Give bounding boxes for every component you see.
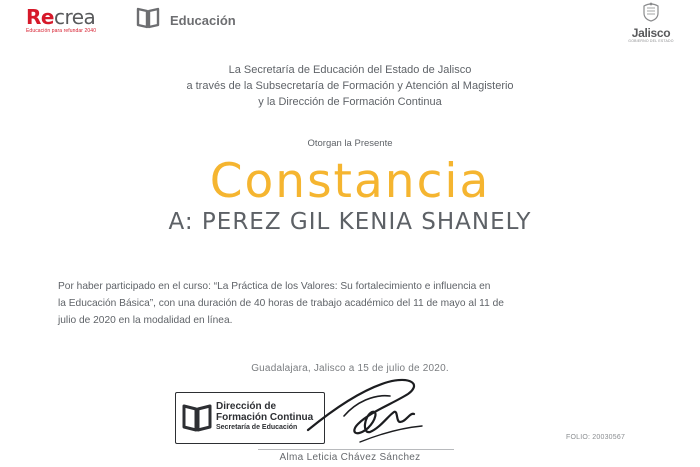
certificate-body [58,278,668,329]
stamp-line-3: Secretaría de Educación [216,424,298,431]
signature-line [258,449,454,450]
recrea-tagline: Educación para refundar 2040 [26,28,97,34]
issuer-line-3: y la Dirección de Formación Continua [258,96,442,108]
education-logo-label: Educación [170,13,236,28]
recipient-name: A: PEREZ GIL KENIA SHANELY [168,209,532,235]
body-line-2: la Educación Básica”, con una duración de 40 horas de trabajo académico del 11 de mayo al 11 de [58,298,504,309]
body-line-3: julio de 2020 en la modalidad en línea. [58,315,233,326]
jalisco-name: Jalisco [631,26,671,40]
book-icon [182,403,212,438]
issuer-line-2: a través de la Subsecretaría de Formación y Atención al Magisterio [186,80,514,92]
issuer-line-1: La Secretaría de Educación del Estado de Jalisco [228,64,472,76]
signer-name: Alma Leticia Chávez Sánchez [279,452,421,463]
recrea-logo [26,6,96,34]
place-and-date: Guadalajara, Jalisco a 15 de julio de 2020. [251,363,449,374]
education-logo [136,7,236,34]
certificate-title: Constancia [209,154,491,209]
coat-of-arms-icon [640,9,662,26]
stamp-line-2: Formación Continua [216,412,314,423]
jalisco-logo [624,2,678,43]
open-book-icon [136,7,160,34]
grant-text: Otorgan la Presente [307,138,393,149]
signature-icon [300,372,430,455]
recrea-crea: crea [53,5,96,29]
stamp-line-1: Dirección de [216,401,277,412]
body-line-1: Por haber participado en el curso: “La Práctica de los Valores: Su fortalecimiento e influencia en [58,281,491,292]
recrea-re: Re [26,5,54,29]
folio-number: FOLIO: 20030567 [566,434,626,441]
issuer-block [0,62,700,110]
jalisco-subtitle: GOBIERNO DEL ESTADO [628,39,674,43]
